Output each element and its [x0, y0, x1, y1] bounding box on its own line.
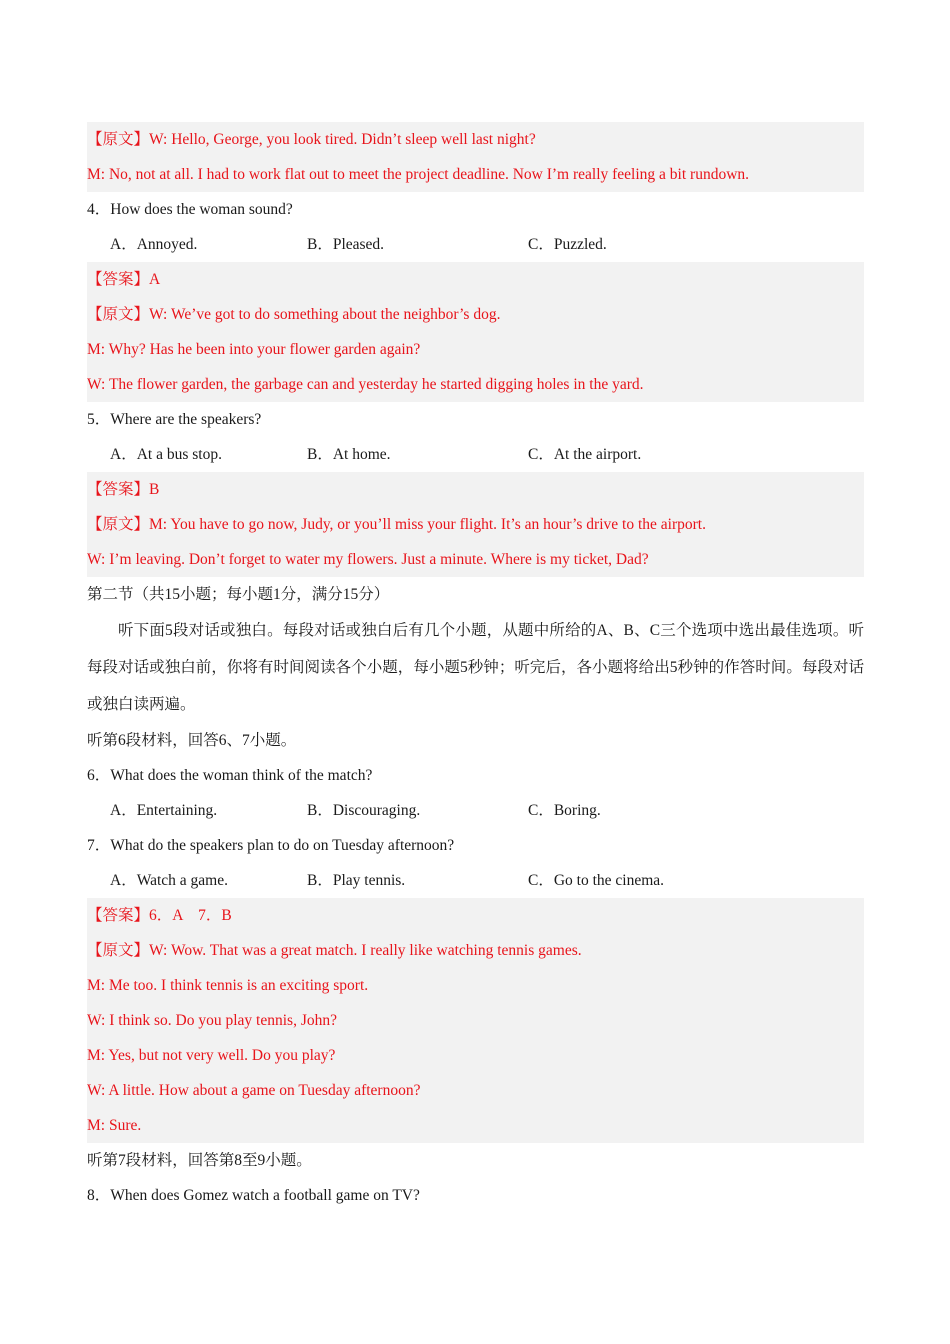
option-a: A．Watch a game. — [110, 872, 228, 889]
transcript-line: W: I think so. Do you play tennis, John? — [87, 1012, 337, 1029]
transcript-line: 【原文】M: You have to go now, Judy, or you’ll miss your flight. It’s an hour’s drive to the airport. — [87, 516, 706, 533]
section-instructions: 听下面5段对话或独白。每段对话或独白后有几个小题，从题中所给的A、B、C三个选项中选出最佳选项。听每段对话或独白前，你将有时间阅读各个小题，每小题5秒钟；听完后，各小题将给出5秒钟的作答时间。每段对话或独白读两遍。 — [87, 622, 864, 713]
option-a: A．Entertaining. — [110, 802, 218, 819]
question-4: 4．How does the woman sound? — [87, 201, 293, 218]
transcript-line: W: A little. How about a game on Tuesday afternoon? — [87, 1082, 421, 1099]
transcript-line: 【原文】W: Hello, George, you look tired. Didn’t sleep well last night? — [87, 131, 536, 148]
material-6-intro: 听第6段材料，回答6、7小题。 — [87, 732, 297, 749]
answer-block-4 — [87, 262, 864, 402]
question-5-options — [87, 437, 864, 472]
question-6: 6．What does the woman think of the match? — [87, 767, 373, 784]
transcript-line: W: The flower garden, the garbage can and yesterday he started digging holes in the yard. — [87, 376, 644, 393]
option-c: C．Go to the cinema. — [528, 872, 665, 889]
question-5: 5．Where are the speakers? — [87, 411, 262, 428]
option-a: A．Annoyed. — [110, 236, 198, 253]
question-8: 8．When does Gomez watch a football game on TV? — [87, 1187, 420, 1204]
option-a: A．At a bus stop. — [110, 446, 222, 463]
option-b: B．Discouraging. — [307, 802, 421, 819]
transcript-line: W: I’m leaving. Don’t forget to water my flowers. Just a minute. Where is my ticket, Dad? — [87, 551, 649, 568]
transcript-line: M: Me too. I think tennis is an exciting sport. — [87, 977, 369, 994]
question-6-options — [87, 793, 864, 828]
transcript-line: M: Yes, but not very well. Do you play? — [87, 1047, 336, 1064]
material-7-intro: 听第7段材料，回答第8至9小题。 — [87, 1152, 312, 1169]
document-page — [87, 122, 864, 1213]
answer-block-5 — [87, 472, 864, 577]
transcript-line: M: Sure. — [87, 1117, 142, 1134]
option-b: B．At home. — [307, 446, 391, 463]
option-c: C．Boring. — [528, 802, 601, 819]
transcript-line: M: No, not at all. I had to work flat out to meet the project deadline. Now I’m really feeling a bit rundown. — [87, 166, 750, 183]
question-7-options — [87, 863, 864, 898]
transcript-line: 【原文】W: Wow. That was a great match. I really like watching tennis games. — [87, 942, 582, 959]
answer-line: 【答案】6．A 7．B — [87, 907, 232, 924]
answer-line: 【答案】A — [87, 271, 161, 288]
transcript-line: M: Why? Has he been into your flower garden again? — [87, 341, 421, 358]
question-4-options — [87, 227, 864, 262]
transcript-line: 【原文】W: We’ve got to do something about the neighbor’s dog. — [87, 306, 501, 323]
answer-block-6-7 — [87, 898, 864, 1143]
option-c: C．Puzzled. — [528, 236, 607, 253]
section-heading: 第二节（共15小题；每小题1分，满分15分） — [87, 586, 390, 603]
option-c: C．At the airport. — [528, 446, 642, 463]
answer-line: 【答案】B — [87, 481, 160, 498]
question-7: 7．What do the speakers plan to do on Tuesday afternoon? — [87, 837, 455, 854]
option-b: B．Play tennis. — [307, 872, 406, 889]
transcript-block-3 — [87, 122, 864, 192]
option-b: B．Pleased. — [307, 236, 385, 253]
